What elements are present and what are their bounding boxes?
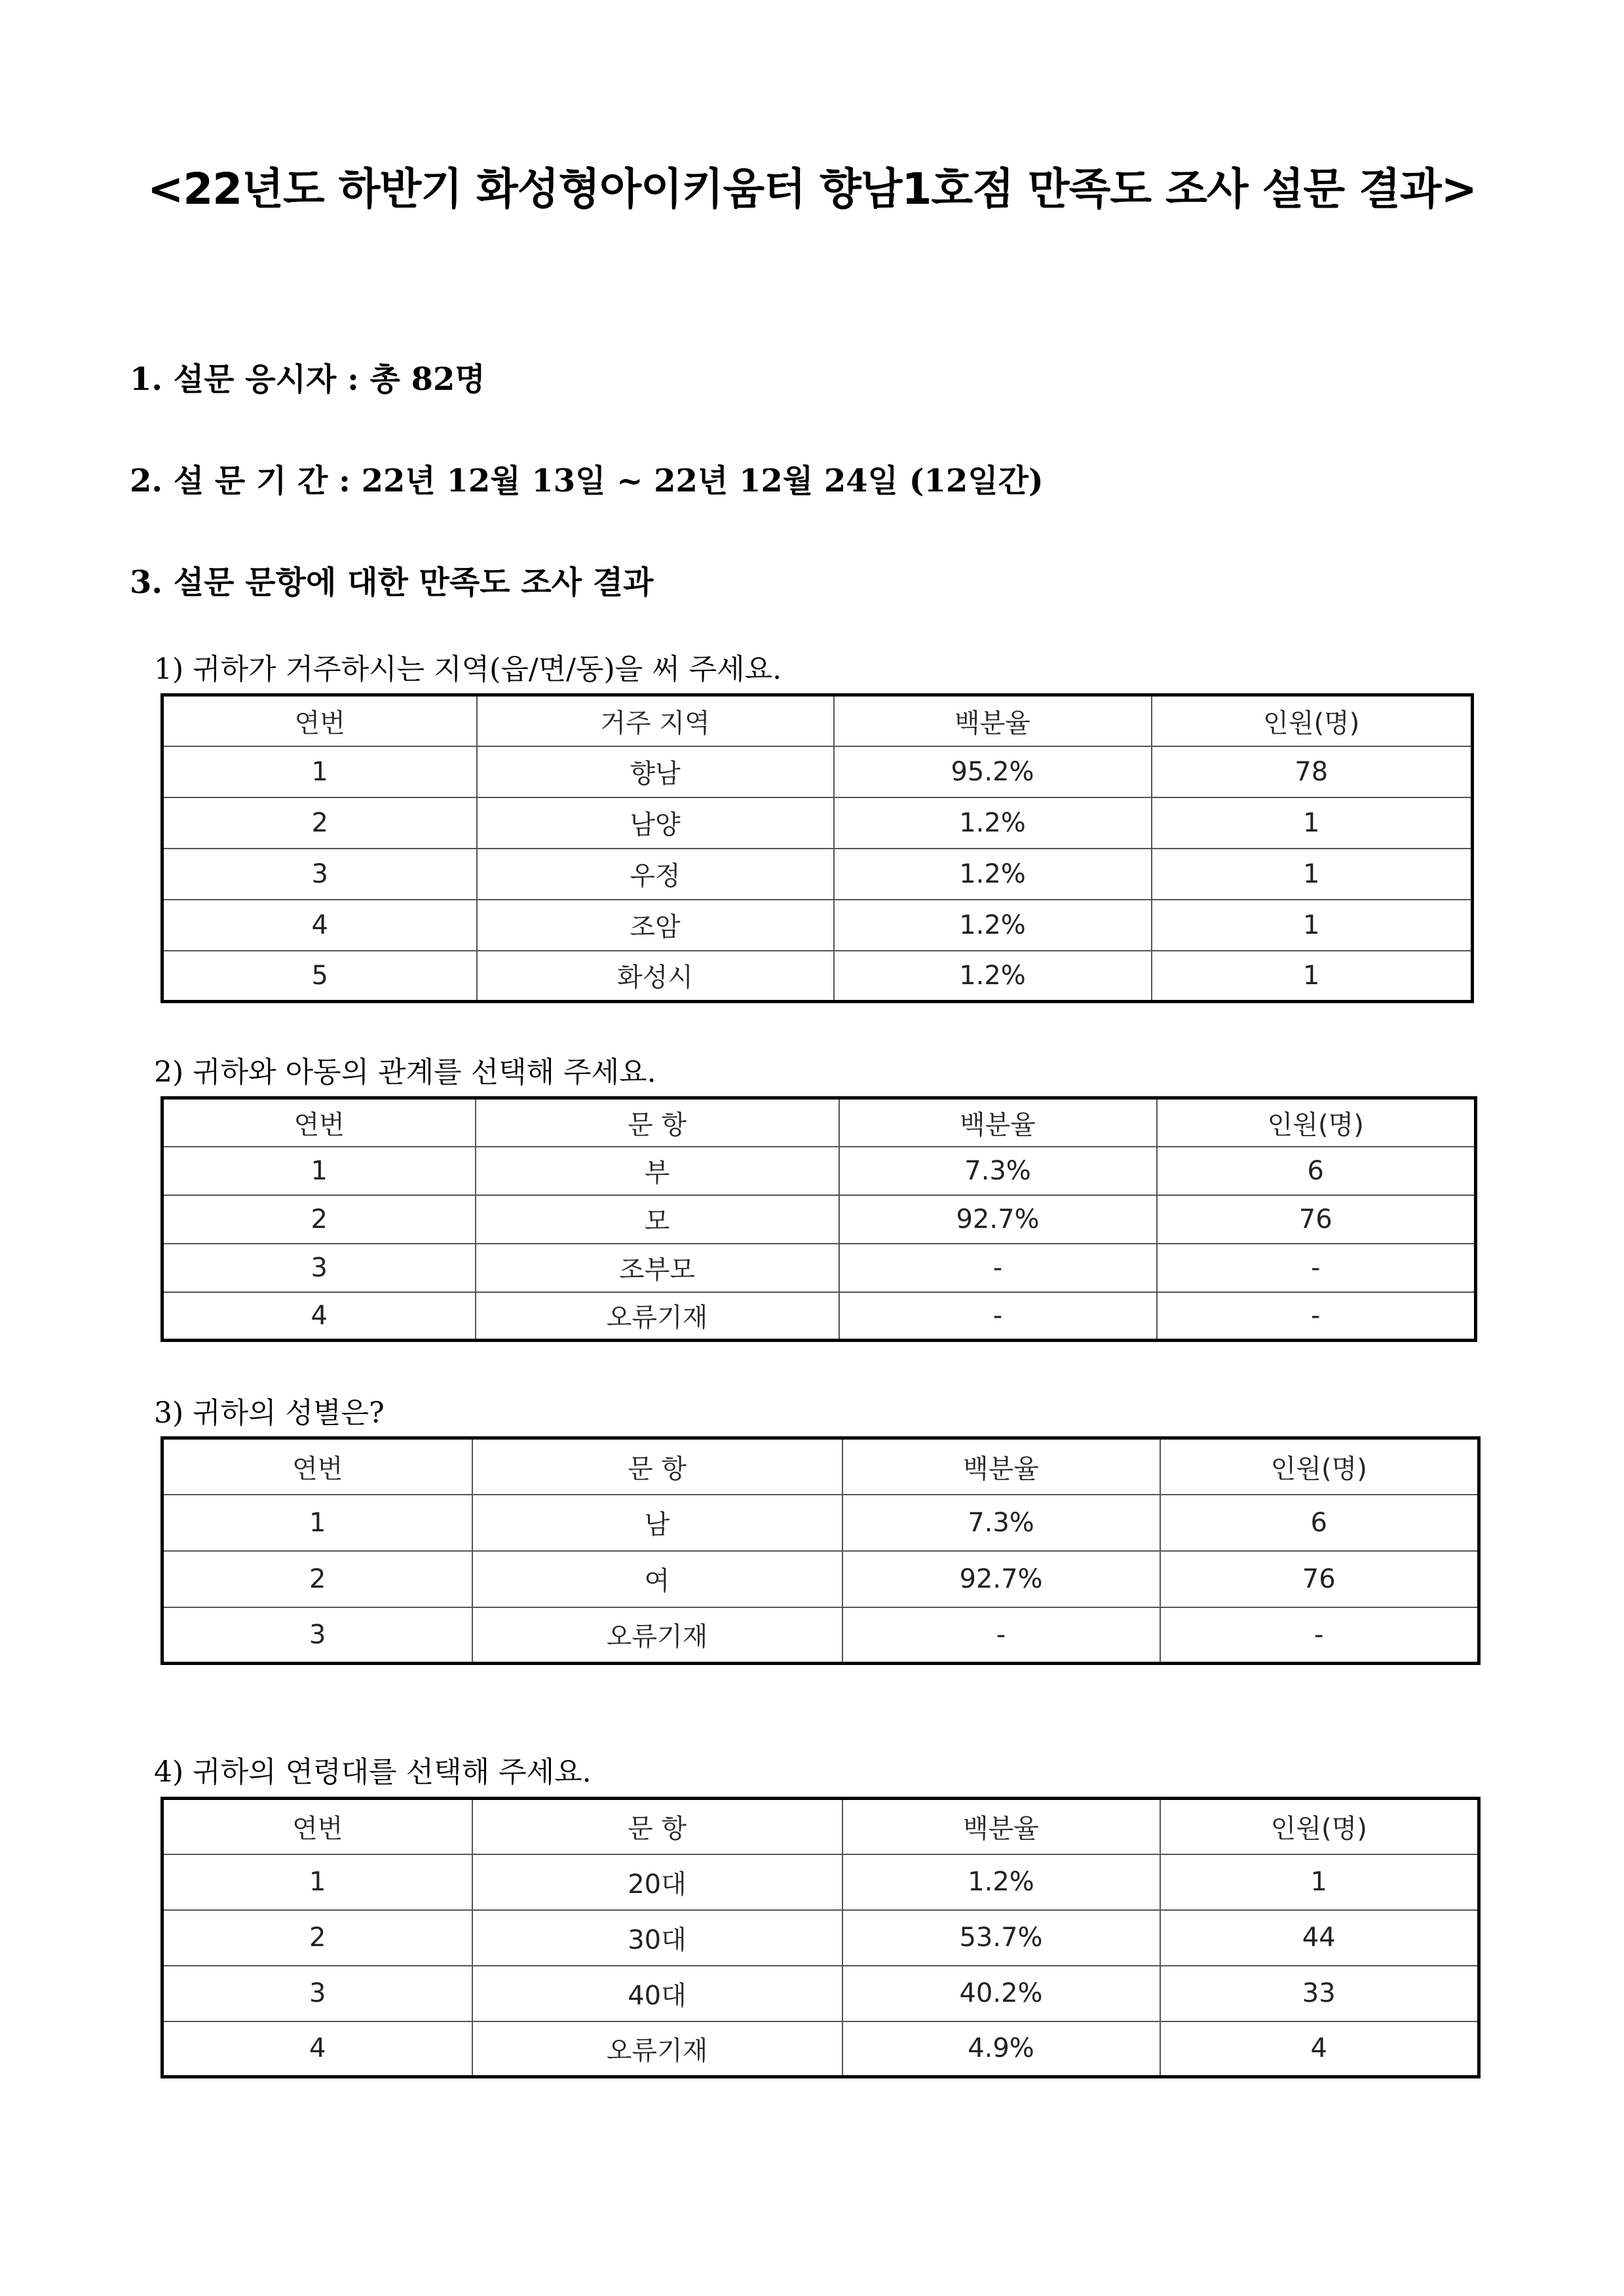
table-cell: 7.3%: [842, 1495, 1160, 1551]
table-row: [162, 1607, 1479, 1664]
table-cell: 오류기재: [472, 1607, 842, 1664]
table-cell: 우정: [477, 849, 834, 900]
table-cell: 3: [162, 1966, 472, 2021]
table-cell: 1: [1152, 797, 1473, 849]
header-cell: 백분율: [834, 695, 1152, 746]
respondent-count: 1. 설문 응시자 : 총 82명: [130, 361, 485, 398]
table-cell: 여: [472, 1551, 842, 1607]
table-cell: 78: [1152, 746, 1473, 797]
question-1-table: [161, 693, 1474, 1003]
table-header-row: [162, 695, 1473, 746]
table-header-row: [162, 1799, 1479, 1854]
table-row: [162, 1147, 1476, 1195]
table-row: [162, 1495, 1479, 1551]
table-cell: 1.2%: [834, 900, 1152, 951]
header-cell: 연번: [162, 1098, 476, 1147]
question-3-title: 3) 귀하의 성별은?: [154, 1396, 385, 1430]
table-cell: 3: [162, 849, 477, 900]
header-cell: 연번: [162, 1438, 472, 1495]
table-row: [162, 1244, 1476, 1292]
table-cell: -: [842, 1607, 1160, 1664]
table-row: [162, 900, 1473, 951]
table-cell: -: [1160, 1607, 1479, 1664]
header-cell: 백분율: [839, 1098, 1157, 1147]
header-cell: 인원(명): [1157, 1098, 1476, 1147]
table-cell: 1: [1152, 849, 1473, 900]
table-cell: 7.3%: [839, 1147, 1157, 1195]
table-cell: 1: [1152, 900, 1473, 951]
table-row: [162, 746, 1473, 797]
table-cell: 모: [476, 1195, 839, 1244]
table-cell: 2: [162, 1551, 472, 1607]
question-4-title: 4) 귀하의 연령대를 선택해 주세요.: [154, 1755, 592, 1789]
table-row: [162, 2021, 1479, 2077]
table-cell: 92.7%: [839, 1195, 1157, 1244]
table-cell: -: [1157, 1244, 1476, 1292]
header-cell: 문 항: [476, 1098, 839, 1147]
question-4-table: [161, 1797, 1481, 2078]
header-cell: 문 항: [472, 1438, 842, 1495]
table-cell: 4: [162, 2021, 472, 2077]
table-cell: 1.2%: [834, 849, 1152, 900]
table-header-row: [162, 1098, 1476, 1147]
table-cell: 부: [476, 1147, 839, 1195]
table-cell: 1.2%: [834, 797, 1152, 849]
table-cell: 40.2%: [842, 1966, 1160, 2021]
table-cell: 2: [162, 797, 477, 849]
table-cell: 1: [162, 1495, 472, 1551]
table-cell: 33: [1160, 1966, 1479, 2021]
table-cell: 남양: [477, 797, 834, 849]
table-cell: 6: [1160, 1495, 1479, 1551]
table-cell: 향남: [477, 746, 834, 797]
table-cell: 화성시: [477, 951, 834, 1002]
table-row: [162, 1292, 1476, 1341]
survey-period: 2. 설 문 기 간 : 22년 12월 13일 ~ 22년 12월 24일 (12일간): [130, 463, 1044, 499]
table-row: [162, 1910, 1479, 1966]
table-header-row: [162, 1438, 1479, 1495]
table-cell: 53.7%: [842, 1910, 1160, 1966]
table-row: [162, 1551, 1479, 1607]
table-cell: 조부모: [476, 1244, 839, 1292]
table-row: [162, 797, 1473, 849]
table-cell: -: [839, 1292, 1157, 1341]
table-row: [162, 849, 1473, 900]
results-heading: 3. 설문 문항에 대한 만족도 조사 결과: [130, 564, 654, 601]
table-cell: 40대: [472, 1966, 842, 2021]
table-cell: 5: [162, 951, 477, 1002]
table-cell: 1: [1160, 1854, 1479, 1910]
table-cell: 6: [1157, 1147, 1476, 1195]
header-cell: 백분율: [842, 1799, 1160, 1854]
header-cell: 연번: [162, 1799, 472, 1854]
table-cell: 1: [162, 746, 477, 797]
header-cell: 연번: [162, 695, 477, 746]
table-cell: 30대: [472, 1910, 842, 1966]
table-row: [162, 1195, 1476, 1244]
table-cell: 1.2%: [842, 1854, 1160, 1910]
table-cell: 3: [162, 1607, 472, 1664]
question-3-table: [161, 1436, 1481, 1665]
question-1-title: 1) 귀하가 거주하시는 지역(읍/면/동)을 써 주세요.: [154, 653, 782, 686]
header-cell: 인원(명): [1152, 695, 1473, 746]
table-cell: 76: [1157, 1195, 1476, 1244]
question-2-title: 2) 귀하와 아동의 관계를 선택해 주세요.: [154, 1056, 656, 1089]
table-cell: 1: [1152, 951, 1473, 1002]
table-cell: 4: [162, 1292, 476, 1341]
table-cell: 20대: [472, 1854, 842, 1910]
table-cell: 2: [162, 1910, 472, 1966]
table-cell: 남: [472, 1495, 842, 1551]
table-cell: 4: [1160, 2021, 1479, 2077]
table-cell: 1.2%: [834, 951, 1152, 1002]
table-cell: 오류기재: [472, 2021, 842, 2077]
table-row: [162, 951, 1473, 1002]
table-cell: 95.2%: [834, 746, 1152, 797]
header-cell: 인원(명): [1160, 1438, 1479, 1495]
table-cell: 조암: [477, 900, 834, 951]
table-cell: 1: [162, 1854, 472, 1910]
header-cell: 문 항: [472, 1799, 842, 1854]
document-title: <22년도 하반기 화성형아이키움터 향남1호점 만족도 조사 설문 결과>: [147, 164, 1477, 214]
table-cell: -: [839, 1244, 1157, 1292]
header-cell: 인원(명): [1160, 1799, 1479, 1854]
table-cell: 4.9%: [842, 2021, 1160, 2077]
table-row: [162, 1966, 1479, 2021]
table-cell: 44: [1160, 1910, 1479, 1966]
table-cell: -: [1157, 1292, 1476, 1341]
table-cell: 2: [162, 1195, 476, 1244]
table-cell: 1: [162, 1147, 476, 1195]
table-cell: 3: [162, 1244, 476, 1292]
table-cell: 76: [1160, 1551, 1479, 1607]
header-cell: 백분율: [842, 1438, 1160, 1495]
table-cell: 92.7%: [842, 1551, 1160, 1607]
table-cell: 4: [162, 900, 477, 951]
table-row: [162, 1854, 1479, 1910]
question-2-table: [161, 1096, 1477, 1342]
header-cell: 거주 지역: [477, 695, 834, 746]
table-cell: 오류기재: [476, 1292, 839, 1341]
